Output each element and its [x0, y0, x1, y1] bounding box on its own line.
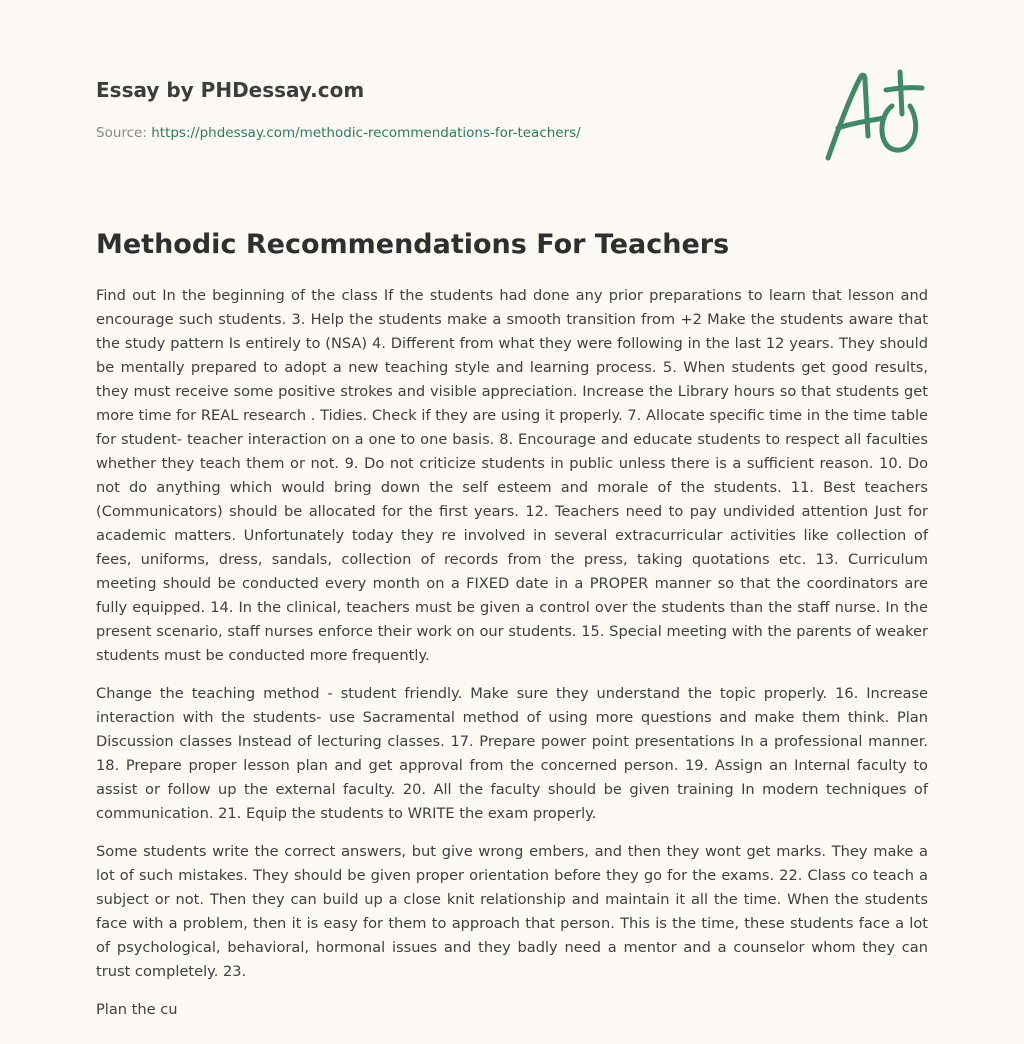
page-header: [96, 76, 796, 142]
source-link[interactable]: https://phdessay.com/methodic-recommendations-for-teachers/: [151, 125, 581, 141]
source-label: Source:: [96, 125, 152, 141]
source-line: [96, 124, 796, 142]
body-paragraph: Find out In the beginning of the class If the students had done any prior preparations to learn that lesson and encourage such students. 3. Help the students make a smooth transition from +2 Make the students aware that the study pattern Is entirely to (NSA) 4. Different from what they were following in the last 12 years. They should be mentally prepared to adopt a new teaching style and learning process. 5. When students get good results, they must receive some positive strokes and visible appreciation. Increase the Library hours so that students get more time for REAL research . Tidies. Check if they are using it properly. 7. Allocate specific time in the time table for student- teacher interaction on a one to one basis. 8. Encourage and educate students to respect all faculties whether they teach them or not. 9. Do not criticize students in public unless there is a sufficient reason. 10. Do not do anything which would bring down the self esteem and morale of the students. 11. Best teachers (Communicators) should be allocated for the first years. 12. Teachers need to pay undivided attention Just for academic matters. Unfortunately today they re involved in several extracurricular activities like collection of fees, uniforms, dress, sandals, collection of records from the press, taking quotations etc. 13. Curriculum meeting should be conducted every month on a FIXED date in a PROPER manner so that the coordinators are fully equipped. 14. In the clinical, teachers must be given a control over the students than the staff nurse. In the present scenario, staff nurses enforce their work on our students. 15. Special meeting with the parents of weaker students must be conducted more frequently.: [96, 287, 928, 664]
body-paragraph: Plan the cu: [96, 1001, 178, 1018]
site-title: Essay by PHDessay.com: [96, 78, 365, 102]
document-body: [96, 284, 928, 1036]
body-paragraph: Change the teaching method - student friendly. Make sure they understand the topic properly. 16. Increase interaction with the students- use Sacramental method of using more questions and make them think. Plan Discussion classes Instead of lecturing classes. 17. Prepare power point presentations In a professional manner. 18. Prepare proper lesson plan and get approval from the concerned person. 19. Assign an Internal faculty to assist or follow up the external faculty. 20. All the faculty should be given training In modern techniques of communication. 21. Equip the students to WRITE the exam properly.: [96, 685, 928, 822]
body-paragraph: Some students write the correct answers, but give wrong embers, and then they wont get marks. They make a lot of such mistakes. They should be given proper orientation before they go for the exams. 22. Class co teach a subject or not. Then they can build up a close knit relationship and maintain it all the time. When the students face with a problem, then it is easy for them to approach that person. This is the time, these students face a lot of psychological, behavioral, hormonal issues and they badly need a mentor and a counselor whom they can trust completely. 23.: [96, 843, 928, 980]
document-title: Methodic Recommendations For Teachers: [96, 229, 730, 260]
a-plus-grade-icon: [822, 66, 928, 166]
